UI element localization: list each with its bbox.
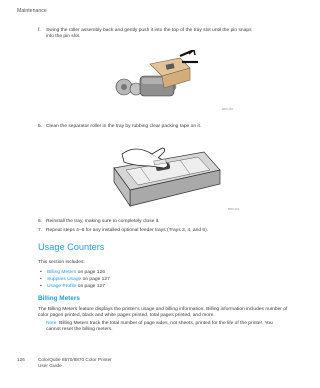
step-7 [38,228,288,236]
note [46,321,286,333]
tray-cleaning-figure [100,140,225,216]
product-name: ColorQube 8570/8870 Color Printer [38,357,112,362]
usage-counters-heading: Usage Counters [38,242,105,252]
step-text: Reinstall the tray, making sure to completely close it. [46,219,160,224]
billing-meters-body: The Billing Meters feature displays the printer’s usage and billing information. Billing information includes number of color pages printed, black and white pages printed, total pages printed, and more. [38,307,288,319]
note-label: Note: [46,321,58,326]
figure-code: 8870-118 [222,108,233,111]
running-header: Maintenance [17,8,47,14]
bullet-dot: • [40,277,42,282]
step-number: f. [38,28,41,33]
link-text[interactable]: Usage Profile [47,284,77,289]
page-ref: on page 126 [76,270,105,275]
step-number: 6. [38,219,43,224]
tray-cleaning-illustration [100,140,225,216]
step-number: 7. [38,228,43,233]
list-item [40,277,190,283]
page-number: 126 [17,357,25,362]
step-6 [38,219,288,227]
step-number: 5. [38,124,43,129]
roller-assembly-figure [110,50,200,112]
section-intro: This section includes: [38,260,85,265]
list-item [40,270,190,276]
list-item [40,284,190,290]
figure-code: 8870-101 [228,208,239,211]
step-text: Clean the separator roller in the tray by rubbing clear packing tape on it. [46,124,202,129]
bullet-dot: • [40,284,42,289]
step-5 [38,124,288,132]
step-text: Swing the roller assembly back and gently push it into the top of the tray slot until the pin snaps into the pin slot. [46,28,252,40]
usage-profile-link[interactable] [47,284,105,290]
step-text: Repeat steps 4–6 for any installed optional feeder trays (Trays 3, 4, and 5). [46,228,209,233]
page-ref: on page 127 [81,277,110,282]
roller-assembly-illustration [110,50,200,112]
supplies-usage-link[interactable] [47,277,110,283]
note-text: Billing Meters track the total number of page sides, not sheets, printed for the life of the printer. You cannot reset the billing meters. [46,321,273,333]
guide-name: User Guide [38,363,62,368]
billing-meters-link[interactable] [47,270,105,276]
link-text[interactable]: Billing Meters [47,270,77,275]
step-f [38,28,288,42]
bullet-dot: • [40,270,42,275]
link-text[interactable]: Supplies Usage [47,277,82,282]
page-ref: on page 127 [76,284,105,289]
billing-meters-heading: Billing Meters [38,295,80,302]
